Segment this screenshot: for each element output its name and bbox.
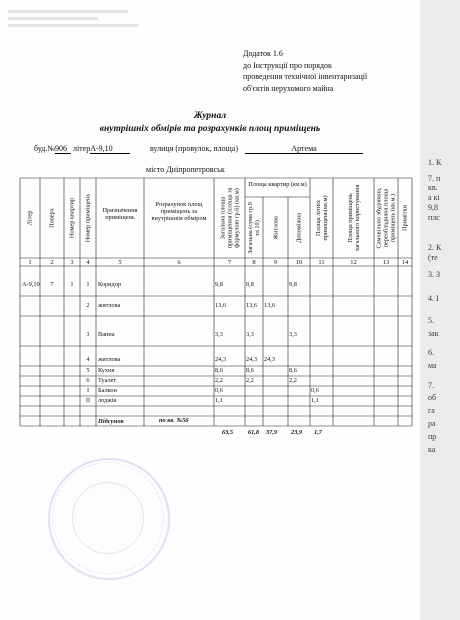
next-page-text-fragment: 1. К bbox=[428, 158, 442, 167]
table-cell-c8: 2,2 bbox=[246, 377, 254, 384]
next-page-text-fragment: а кі bbox=[428, 193, 440, 202]
column-number: 14 bbox=[401, 259, 409, 266]
table-cell-liter: А-9,10 bbox=[22, 281, 40, 288]
table-cell-c10: 9,8 bbox=[289, 281, 297, 288]
header-common-area: Площа приміщень загального користування bbox=[346, 184, 361, 252]
annex-line-4: об'єктів нерухомого майна bbox=[243, 83, 334, 93]
summary-total-area: 63,5 bbox=[222, 429, 234, 436]
table-cell-c8: 13,6 bbox=[246, 302, 258, 309]
table-cell-room: 5 bbox=[86, 367, 90, 374]
table-cell-room: 1 bbox=[86, 281, 90, 288]
header-room-number: Номер приміщень bbox=[84, 193, 92, 243]
table-cell-purpose: лоджія bbox=[98, 397, 117, 404]
next-page-text-fragment: ка bbox=[428, 445, 436, 454]
table-cell-c10: 8,6 bbox=[289, 367, 297, 374]
column-number: 12 bbox=[350, 259, 357, 266]
column-number: 5 bbox=[118, 259, 122, 266]
table-cell-purpose: житлова bbox=[98, 356, 121, 363]
table-cell-purpose: житлова bbox=[98, 302, 121, 309]
column-number: 8 bbox=[252, 259, 256, 266]
header-apartment-number: Номер квартир bbox=[68, 197, 76, 239]
column-number: 3 bbox=[70, 259, 74, 266]
next-page-text-fragment: 4. І bbox=[428, 294, 439, 303]
table-cell-c7: 0,6 bbox=[215, 387, 223, 394]
table-cell-c10: 2,2 bbox=[289, 377, 297, 384]
annex-line-2: до Інструкції про порядок bbox=[243, 60, 332, 70]
table-cell-room: I bbox=[86, 387, 90, 394]
next-page-text-fragment: пр bbox=[428, 432, 437, 441]
document-subtitle: внутрішніх обмірів та розрахунків площ приміщень bbox=[99, 124, 321, 134]
table-cell-c7: 2,2 bbox=[215, 377, 223, 384]
next-page-text-fragment: 5. bbox=[428, 316, 434, 325]
stamp-outer-ring bbox=[52, 462, 164, 574]
header-apartment-total: Загальна (сума гр.9 та 10) bbox=[247, 201, 261, 254]
street-value: Артема bbox=[245, 144, 363, 154]
table-cell-c7: 13,6 bbox=[215, 302, 227, 309]
table-cell-purpose: Балкон bbox=[98, 387, 117, 394]
document-title: Журнал bbox=[193, 111, 227, 121]
table-cell-c11: 0,6 bbox=[311, 387, 319, 394]
table-cell-purpose: Кухня bbox=[98, 367, 115, 374]
header-summer-area: Площа літніх приміщень(кв.м) bbox=[314, 195, 329, 241]
next-page-text-fragment: плс bbox=[428, 213, 440, 222]
next-page-text-fragment: зак bbox=[428, 329, 439, 338]
table-cell-purpose: Коридор bbox=[98, 281, 122, 288]
table-cell-purpose: Ванна bbox=[98, 331, 115, 338]
summary-living-area: 37,9 bbox=[266, 429, 278, 436]
summary-apartment-total: 61,8 bbox=[248, 429, 260, 436]
table-cell-c8: 8,6 bbox=[246, 367, 254, 374]
table-cell-room: 2 bbox=[86, 302, 90, 309]
annex-line-1: Додаток 1.6 bbox=[243, 49, 283, 58]
summary-auxiliary-area: 23,9 bbox=[291, 429, 303, 436]
header-purpose: Призначення приміщень bbox=[102, 207, 138, 222]
column-number: 1 bbox=[28, 259, 32, 266]
liter-label: літер bbox=[72, 144, 91, 153]
table-cell-c8: 9,8 bbox=[246, 281, 254, 288]
header-liter: Літер bbox=[26, 210, 34, 226]
street-label: вулиця (провулок, площа) bbox=[150, 144, 239, 153]
table-cell-room: 3 bbox=[86, 331, 90, 338]
table-cell-c9: 24,3 bbox=[264, 356, 276, 363]
header-self-built-area: Самовільно збудована, переобладнана площа приміщень (кв.м.) bbox=[375, 187, 397, 249]
city-name: місто Дніпропетровськ bbox=[146, 165, 225, 174]
header-total-area: Загальна площа приміщення (площа за формулою гр.6) (кв.м) bbox=[219, 187, 240, 249]
summary-label: Підсумок bbox=[98, 418, 124, 425]
table-cell-floor: 7 bbox=[50, 281, 54, 288]
next-page-text-fragment: кв. bbox=[428, 183, 438, 192]
table-cell-purpose: Туалет bbox=[98, 377, 117, 384]
liter-value: А-9,10 bbox=[90, 144, 130, 154]
building-number: 906 bbox=[55, 144, 71, 154]
summary-note: по кв. №56 bbox=[159, 417, 189, 424]
next-page-text-fragment: га bbox=[428, 406, 435, 415]
next-page-text-fragment: ма bbox=[428, 361, 437, 370]
summary-summer-area: 1,7 bbox=[314, 429, 322, 436]
column-number: 2 bbox=[50, 259, 54, 266]
column-number: 11 bbox=[318, 259, 325, 266]
table-cell-c8: 3,3 bbox=[246, 331, 254, 338]
table-cell-c7: 3,3 bbox=[215, 331, 223, 338]
table-cell-c9: 13,6 bbox=[264, 302, 276, 309]
column-number: 13 bbox=[382, 259, 390, 266]
column-number: 6 bbox=[177, 259, 181, 266]
next-page-text-fragment: 9,8 bbox=[428, 203, 438, 212]
table-cell-c7: 8,6 bbox=[215, 367, 223, 374]
header-notes: Примітки bbox=[401, 205, 409, 231]
header-auxiliary-area: Допоміжна bbox=[295, 212, 303, 243]
next-page-edge bbox=[420, 0, 460, 620]
header-apartment-area: Площа квартир (кв.м) bbox=[248, 181, 307, 188]
table-cell-c7: 9,8 bbox=[215, 281, 223, 288]
table-cell-c8: 24,3 bbox=[246, 356, 258, 363]
next-page-text-fragment: ра bbox=[428, 419, 436, 428]
next-page-text-fragment: об bbox=[428, 393, 437, 402]
table-cell-room: II bbox=[85, 397, 91, 404]
column-number: 9 bbox=[273, 259, 278, 266]
next-page-text-fragment: 7. п bbox=[428, 174, 441, 183]
next-page-text-fragment: 6. bbox=[428, 348, 434, 357]
annex-line-3: проведення технічної інвентаризації bbox=[243, 72, 368, 81]
building-label: буд.№ bbox=[34, 144, 55, 153]
column-number: 10 bbox=[295, 259, 303, 266]
table-cell-c11: 1,1 bbox=[311, 397, 319, 404]
next-page-text-fragment: (те bbox=[428, 253, 438, 262]
table-cell-room: 4 bbox=[86, 356, 90, 363]
header-calculation: Розрахунок площ приміщень за внутрішнім обміром bbox=[151, 201, 207, 223]
next-page-text-fragment: 7. bbox=[428, 381, 434, 390]
table-cell-c7: 1,1 bbox=[215, 397, 223, 404]
next-page-text-fragment: 3. З bbox=[428, 270, 441, 279]
column-number: 7 bbox=[227, 259, 232, 266]
table-cell-c10: 3,3 bbox=[289, 331, 297, 338]
table-cell-c7: 24,3 bbox=[215, 356, 227, 363]
header-living-area: Житлова bbox=[272, 215, 279, 240]
next-page-text-fragment: 2. К bbox=[428, 243, 442, 252]
table-cell-apt: 1 bbox=[70, 281, 74, 288]
table-cell-room: 6 bbox=[86, 377, 90, 384]
header-floor: Поверх bbox=[48, 208, 56, 228]
column-number: 4 bbox=[86, 259, 90, 266]
